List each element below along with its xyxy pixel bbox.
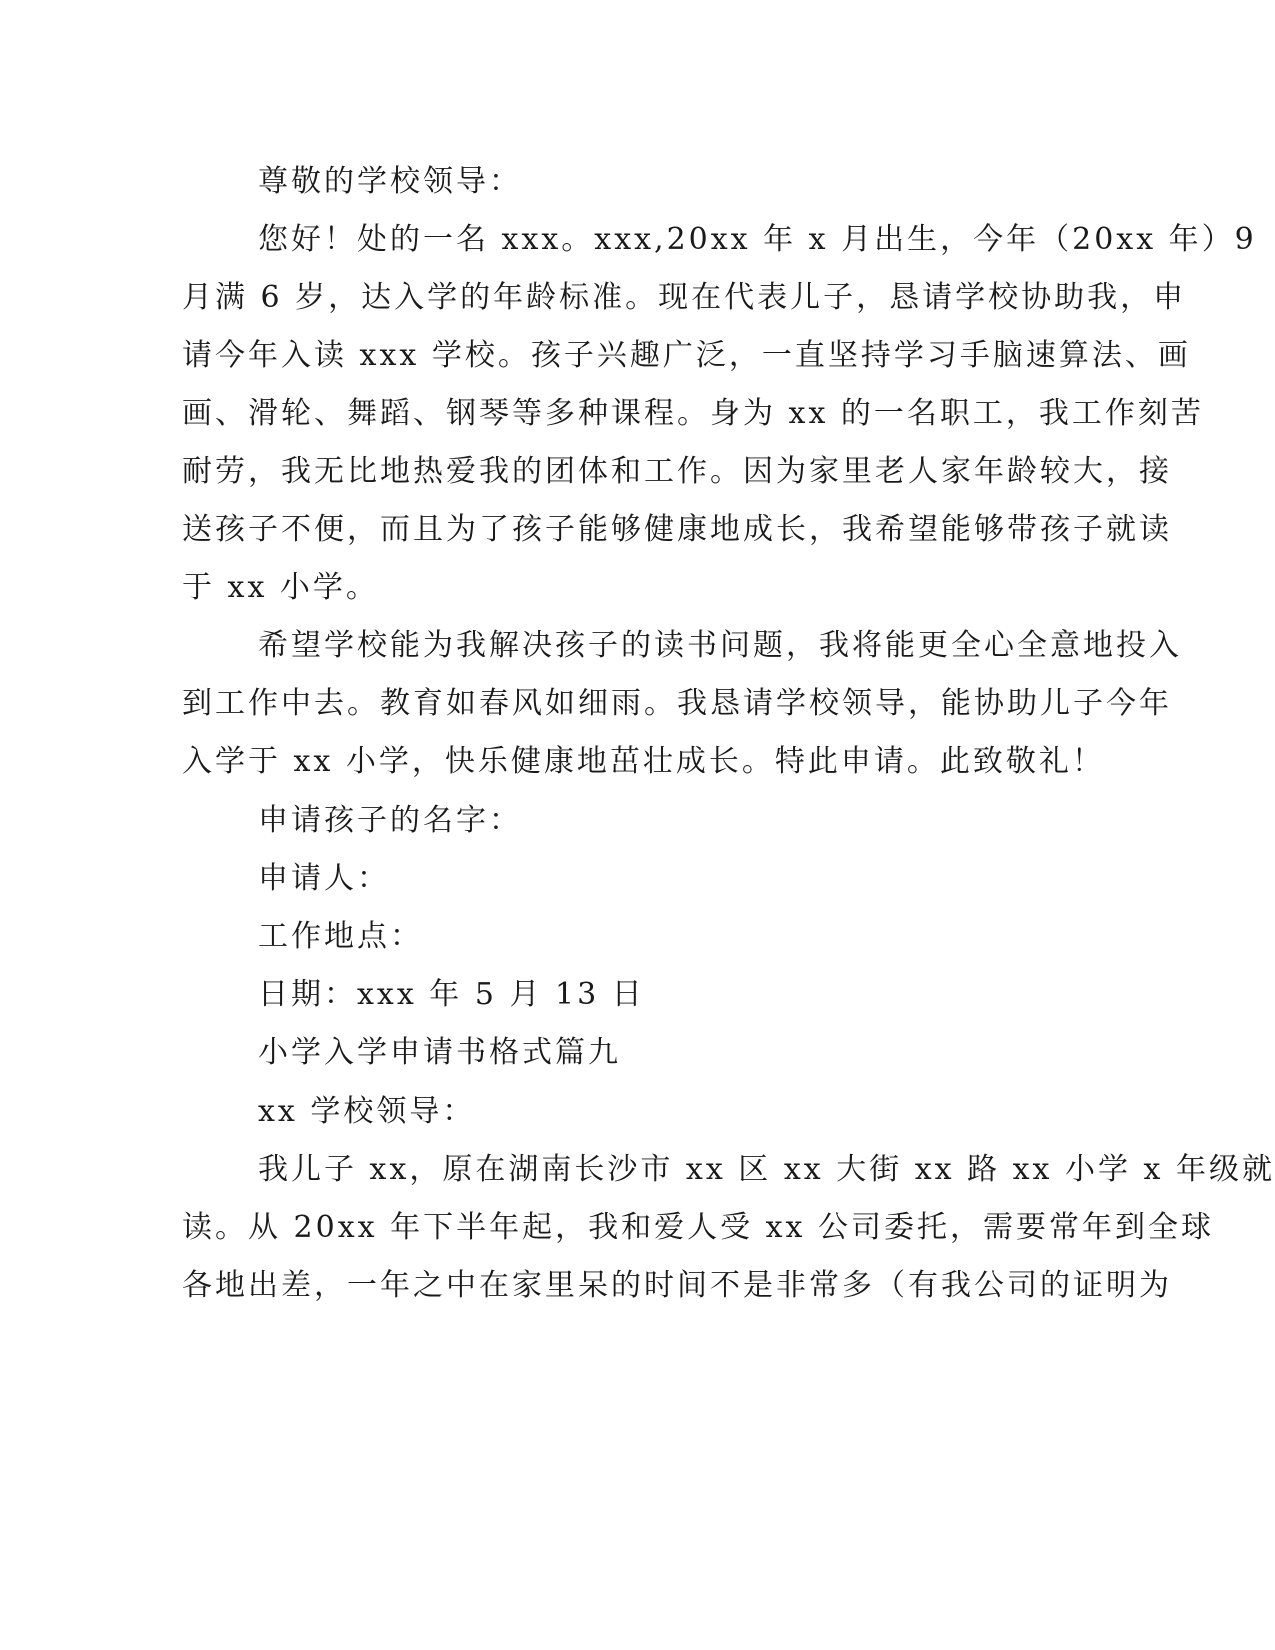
paragraph-1-line-6: 送孩子不便，而且为了孩子能够健康地成长，我希望能够带孩子就读 [182, 512, 1172, 547]
section-title: 小学入学申请书格式篇九 [258, 1035, 621, 1070]
paragraph-3-line-2: 读。从 20xx 年下半年起，我和爱人受 xx 公司委托，需要常年到全球 [182, 1210, 1214, 1245]
paragraph-3-line-1: 我儿子 xx，原在湖南长沙市 xx 区 xx 大街 xx 路 xx 小学 x 年级就 [258, 1152, 1275, 1187]
document-page [182, 0, 1275, 1650]
greeting: 尊敬的学校领导： [258, 164, 522, 199]
applicant-label: 申请人： [258, 861, 390, 896]
greeting-2: xx 学校领导： [258, 1094, 476, 1129]
paragraph-1-line-4: 画、滑轮、舞蹈、钢琴等多种课程。身为 xx 的一名职工，我工作刻苦 [182, 396, 1204, 431]
date-line: 日期：xxx 年 5 月 13 日 [258, 977, 645, 1012]
paragraph-1-line-7: 于 xx 小学。 [182, 570, 379, 605]
paragraph-1-line-1: 您好！处的一名 xxx。xxx,20xx 年 x 月出生，今年（20xx 年）9 [258, 222, 1257, 257]
paragraph-2-line-3: 入学于 xx 小学，快乐健康地茁壮成长。特此申请。此致敬礼！ [182, 744, 1105, 779]
paragraph-1-line-2: 月满 6 岁，达入学的年龄标准。现在代表儿子，恳请学校协助我，申 [182, 280, 1187, 315]
workplace-label: 工作地点： [258, 919, 423, 954]
paragraph-1-line-5: 耐劳，我无比地热爱我的团体和工作。因为家里老人家年龄较大，接 [182, 454, 1172, 489]
paragraph-3-line-3: 各地出差，一年之中在家里呆的时间不是非常多（有我公司的证明为 [182, 1268, 1172, 1303]
paragraph-2-line-2: 到工作中去。教育如春风如细雨。我恳请学校领导，能协助儿子今年 [182, 686, 1172, 721]
child-name-label: 申请孩子的名字： [258, 803, 522, 838]
paragraph-2-line-1: 希望学校能为我解决孩子的读书问题，我将能更全心全意地投入 [258, 628, 1182, 663]
paragraph-1-line-3: 请今年入读 xxx 学校。孩子兴趣广泛，一直坚持学习手脑速算法、画 [182, 338, 1191, 373]
